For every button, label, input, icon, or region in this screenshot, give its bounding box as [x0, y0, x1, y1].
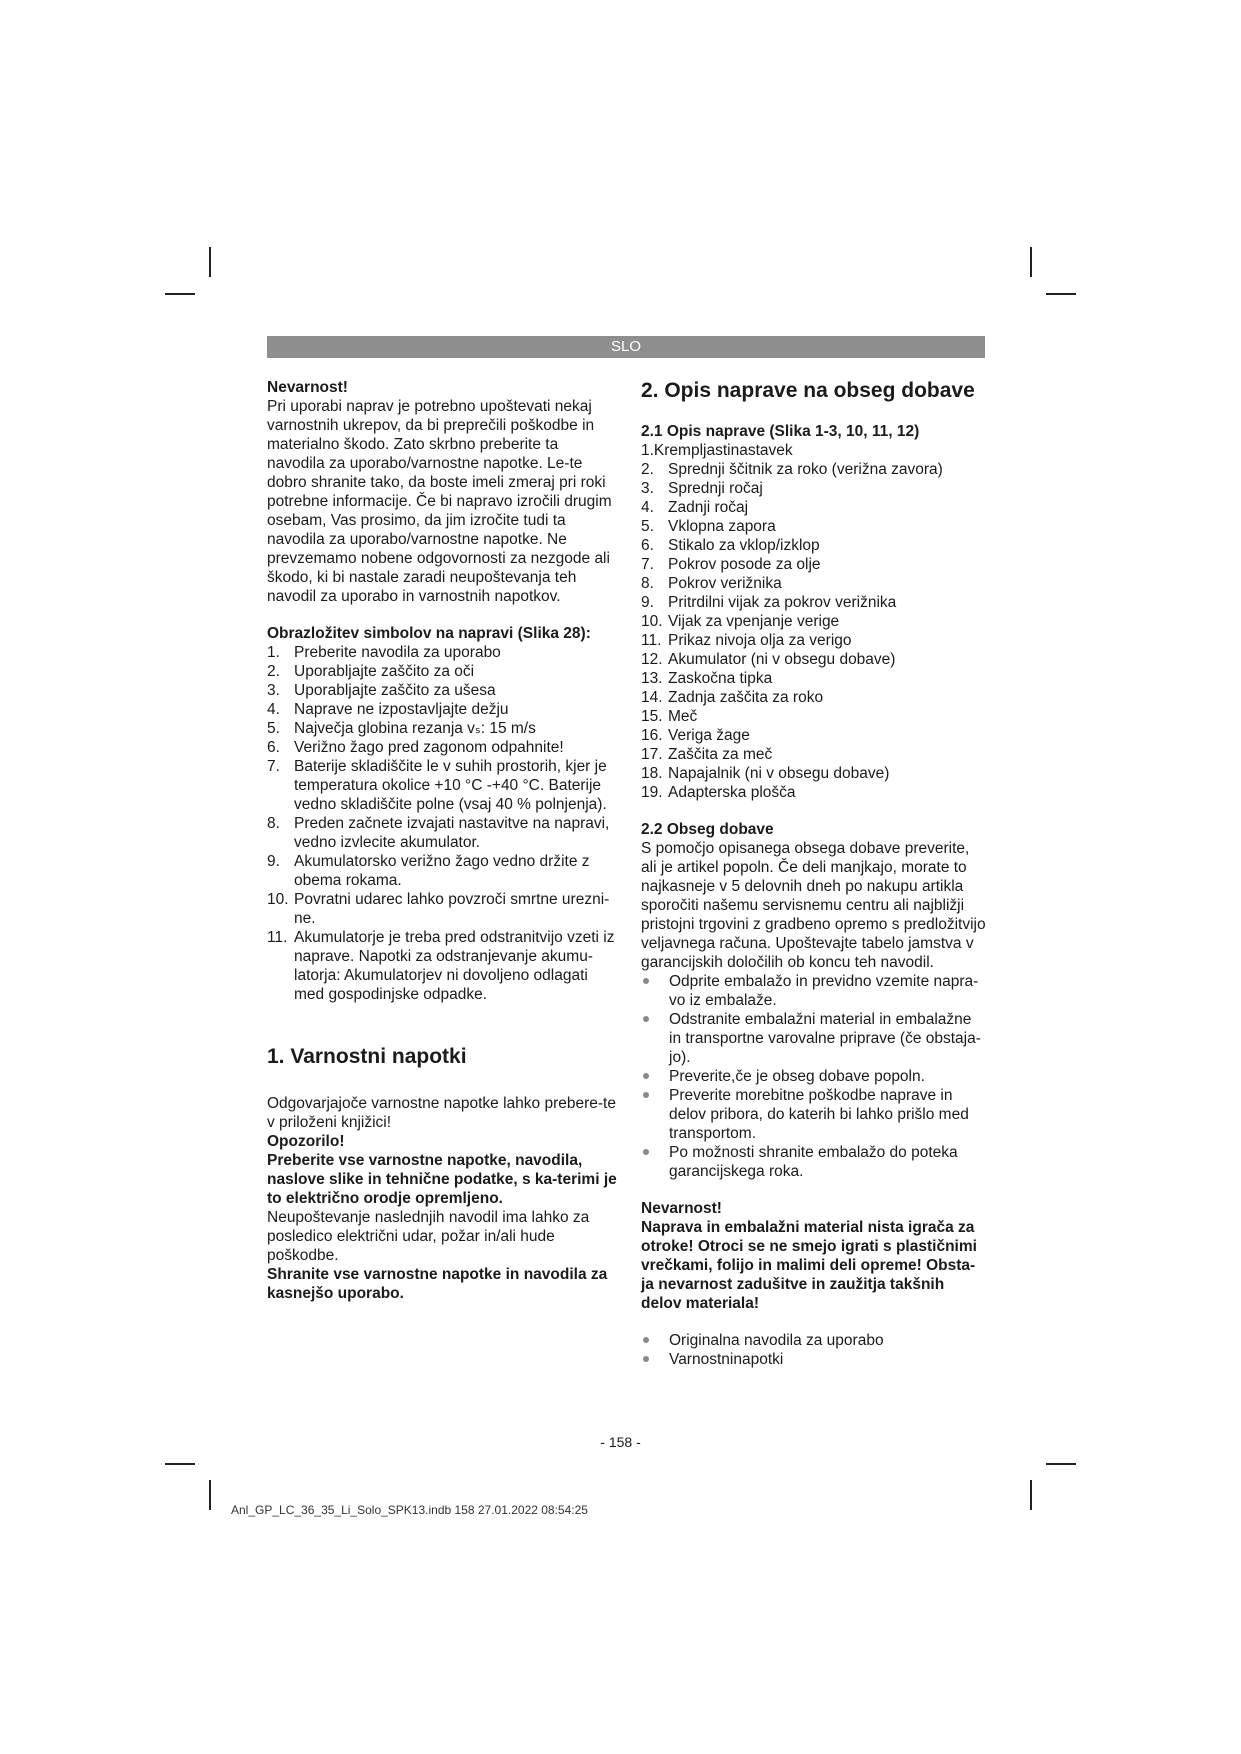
list-item: 1. Preberite navodila za uporabo	[267, 644, 501, 661]
crop-mark	[165, 1463, 195, 1465]
list-item: Odstranite embalažni material in embalažne in transportne varovalne pripravе (če obstaja-jo).	[641, 1010, 986, 1067]
print-footer: Anl_GP_LC_36_35_Li_Solo_SPK13.indb 158 27.01.2022 08:54:25	[231, 1503, 588, 1517]
crop-mark	[209, 1480, 211, 1510]
symbols-list	[267, 643, 617, 1004]
list-item: 18. Napajalnik (ni v obsegu dobave)	[641, 765, 890, 782]
list-item: 4. Naprave ne izpostavljajte dežju	[267, 701, 509, 718]
right-column	[641, 378, 986, 1369]
list-item: Odprite embalažo in previdno vzemite napra-vo iz embalaže.	[641, 972, 986, 1010]
section-1-title: 1. Varnostni napotki	[267, 1045, 467, 1068]
list-item: 4. Zadnji ročaj	[641, 499, 749, 516]
warning-text: Neupoštevanje naslednjih navodil ima lahko za posledico električni udar, požar in/ali hude poškodbe.	[267, 1209, 590, 1264]
warning-title: Opozorilo!	[267, 1133, 345, 1150]
danger-title: Nevarnost!	[267, 379, 348, 396]
list-item: 15. Meč	[641, 708, 698, 725]
keep-instructions-text: Shranite vse varnostne napotke in navodila za kasnejšo uporabo.	[267, 1266, 608, 1302]
language-header-bar: SLO	[267, 336, 985, 358]
crop-mark	[1030, 1480, 1032, 1510]
page-number: - 158 -	[600, 1434, 641, 1450]
list-item: 8. Preden začnete izvajati nastavitve na napravi, vedno izvlecite akumulator.	[267, 815, 610, 851]
contents-list	[641, 1331, 986, 1369]
list-item: 3. Uporabljajte zaščito za ušesa	[267, 682, 496, 699]
list-item: 8. Pokrov verižnika	[641, 575, 782, 592]
list-item: 6. Verižno žago pred zagonom odpahnite!	[267, 739, 564, 756]
list-item: 16. Veriga žage	[641, 727, 750, 744]
danger-text: Pri uporabi naprav je potrebno upoštevati nekaj varnostnih ukrepov, da bi preprečili poškodbe in materialno škodo. Zato skrbno preberite ta navodila za uporabo/varnostne napotke. Le-te dobro shranite tako, da boste imeli zmeraj pri roki potrebne informacije. Če bi napravo izročili drugim osebam, Vas prosimo, da jim izročite tudi ta navodila za uporabo/varnostne napotke. Ne prevzemamo nobene odgovornosti za nezgode ali škodo, ki bi nastale zaradi neupoštevanja teh navodil za uporabo in varnostnih napotkov.	[267, 398, 612, 605]
list-item: 3. Sprednji ročaj	[641, 480, 763, 497]
list-item: Varnostninapotki	[641, 1350, 986, 1369]
crop-mark	[1046, 1463, 1076, 1465]
crop-mark	[165, 293, 195, 295]
danger-2-text: Naprava in embalažni material nista igrača za otroke! Otroci se ne smejo igrati s plastičnimi vrečkami, folijo in malimi deli opreme! Obsta-ja nevarnost zadušitve in zaužitja takšnih delov materiala!	[641, 1219, 977, 1312]
section-2-1-title: 2.1 Opis naprave (Slika 1-3, 10, 11, 12)	[641, 423, 920, 440]
list-item: 7. Baterije skladiščite le v suhih prostorih, kjer je temperatura okolice +10 °C -+40 °C. Baterije vedno skladiščite polne (vsaj 40 % polnjenja).	[267, 758, 607, 813]
crop-mark	[209, 247, 211, 277]
section-2-title: 2. Opis naprave na obseg dobave	[641, 379, 975, 402]
crop-mark	[1046, 293, 1076, 295]
list-item: 13. Zaskočna tipka	[641, 670, 773, 687]
list-item: Preverite morebitne poškodbe naprave in delov pribora, do katerih bi lahko prišlo med transportom.	[641, 1086, 986, 1143]
list-item: 12. Akumulator (ni v obsegu dobave)	[641, 651, 896, 668]
list-item: 11. Akumulatorje je treba pred odstranitvijo vzeti iz naprave. Napotki za odstranjevanje akumu-latorja: Akumulatorjev ni dovoljeno odlagati med gospodinjske odpadke.	[267, 929, 615, 1003]
crop-mark	[1030, 247, 1032, 277]
left-column	[267, 378, 617, 1303]
list-item: Preverite,če je obseg dobave popoln.	[641, 1067, 986, 1086]
list-item: 6. Stikalo za vklop/izklop	[641, 537, 820, 554]
list-item: 17. Zaščita za meč	[641, 746, 773, 763]
list-item: 19. Adapterska plošča	[641, 784, 796, 801]
list-item: 11. Prikaz nivoja olja za verigo	[641, 632, 852, 649]
list-item: 10. Vijak za vpenjanje verige	[641, 613, 840, 630]
list-item: 5. Vklopna zapora	[641, 518, 776, 535]
list-item: 7. Pokrov posode za olje	[641, 556, 821, 573]
warning-bold-text: Preberite vse varnostne napotke, navodila, naslove slike in tehnične podatke, s ka-terimi je to električno orodje opremljeno.	[267, 1152, 617, 1207]
danger-2-title: Nevarnost!	[641, 1200, 722, 1217]
list-item: 14. Zadnja zaščita za roko	[641, 689, 824, 706]
list-item: 10. Povratni udarec lahko povzroči smrtne urezni-ne.	[267, 891, 610, 927]
section-1-intro: Odgovarjajoče varnostne napotke lahko prebere-te v priloženi knjižici!	[267, 1095, 616, 1131]
section-2-2-text: S pomočjo opisanega obsega dobave preverite, ali je artikel popoln. Če deli manjkajo, morate to najkasneje v 5 delovnih dneh po nakupu artikla sporočiti našemu servisnemu centru ali najbližji pristojni trgovini z gradbeno opremo s predložitvijo veljavnega računa. Upoštevajte tabelo jamstva v garancijskih določilih ob koncu teh navodil.	[641, 840, 986, 971]
list-item: 9. Akumulatorsko verižno žago vedno držite z obema rokama.	[267, 853, 590, 889]
list-item: Originalna navodila za uporabo	[641, 1331, 986, 1350]
list-item: 9. Pritrdilni vijak za pokrov verižnika	[641, 594, 897, 611]
symbols-title: Obrazložitev simbolov na napravi (Slika 28):	[267, 625, 591, 642]
section-2-2-title: 2.2 Obseg dobave	[641, 821, 774, 838]
list-item: 2. Sprednji ščitnik za roko (verižna zavora)	[641, 461, 943, 478]
list-item: 1.Krempljastinastavek	[641, 442, 793, 459]
parts-list	[641, 441, 986, 802]
list-item: 5. Največja globina rezanja vₛ: 15 m/s	[267, 720, 536, 737]
list-item: Po možnosti shranite embalažo do poteka garancijskega roka.	[641, 1143, 986, 1181]
delivery-steps-list	[641, 972, 986, 1181]
list-item: 2. Uporabljajte zaščito za oči	[267, 663, 475, 680]
